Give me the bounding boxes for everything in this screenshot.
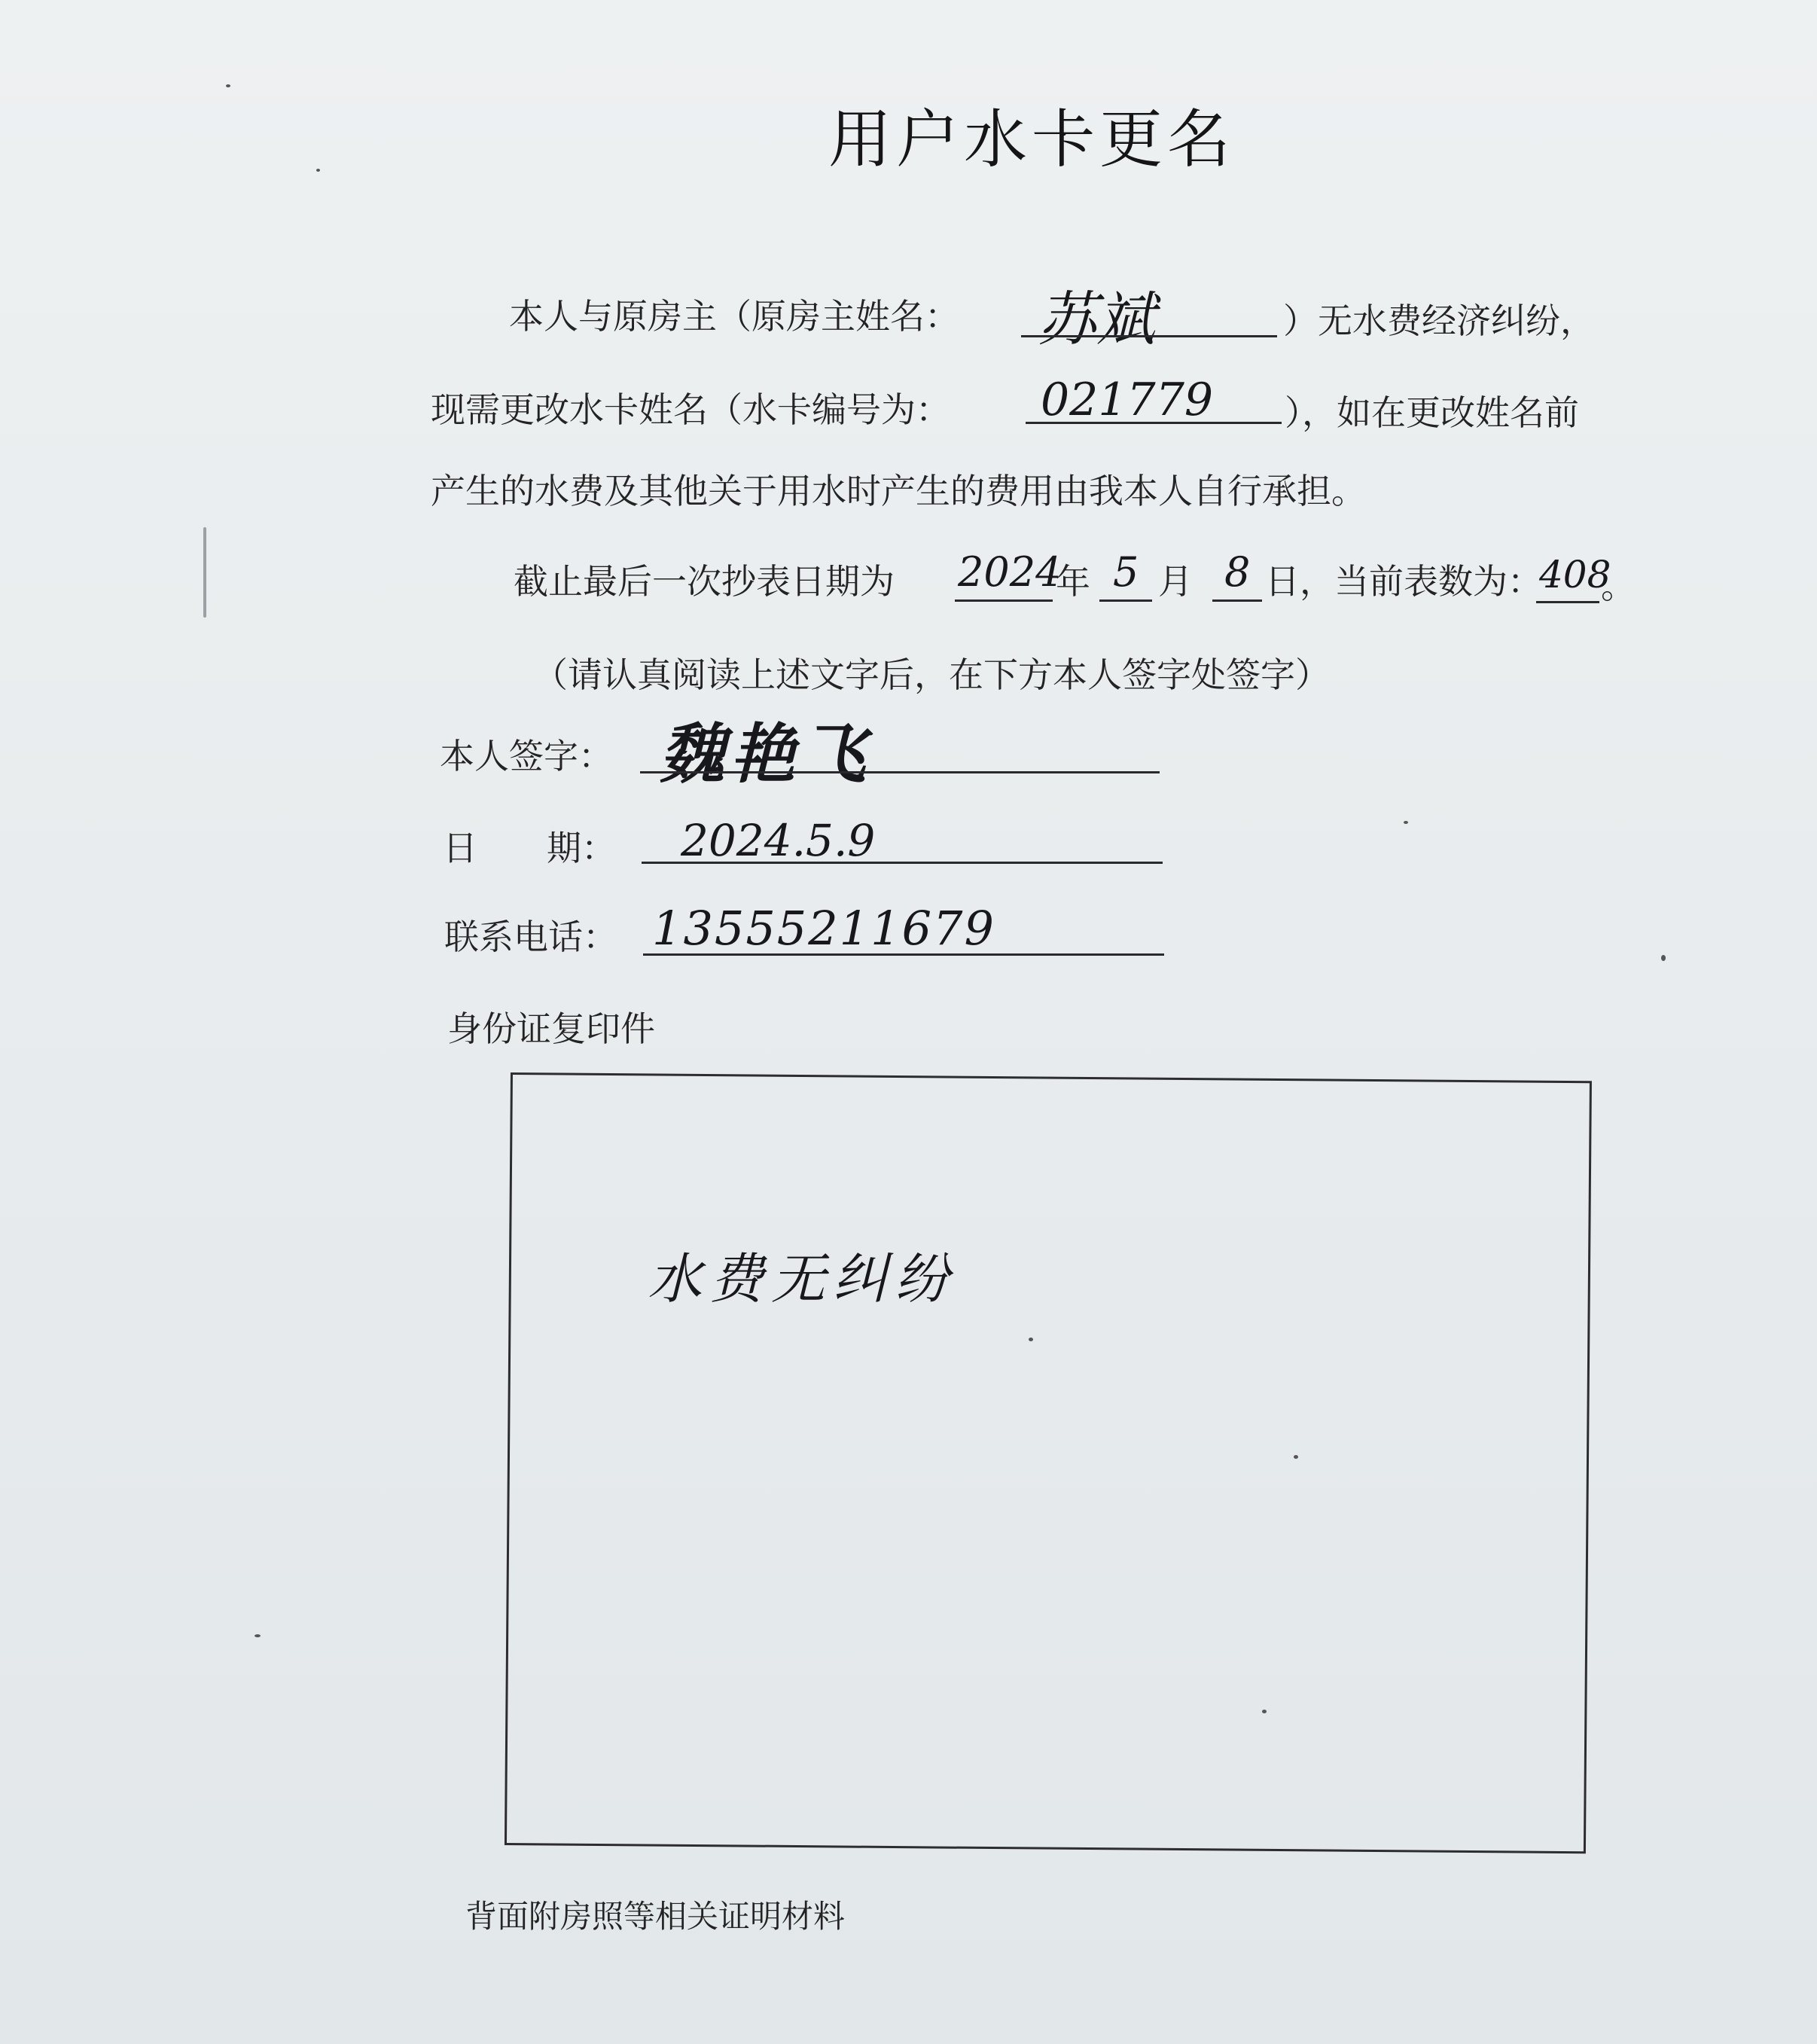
date-underline bbox=[642, 862, 1163, 864]
scan-speck bbox=[1262, 1710, 1267, 1713]
scan-speck bbox=[203, 527, 206, 618]
date-label: 日 期： bbox=[443, 828, 616, 868]
scan-speck bbox=[255, 1634, 261, 1637]
para3: 产生的水费及其他关于用水时产生的费用由我本人自行承担。 bbox=[431, 471, 1366, 511]
phone-underline bbox=[643, 953, 1164, 956]
para4-prefix: 截止最后一次抄表日期为 bbox=[514, 561, 895, 602]
scan-speck bbox=[226, 84, 230, 87]
para1-suffix: ）无水费经济纠纷， bbox=[1283, 300, 1595, 341]
signature-value: 魏艳飞 bbox=[660, 716, 872, 792]
month-underline bbox=[1099, 599, 1152, 602]
scan-speck bbox=[1404, 821, 1408, 824]
id-copy-box bbox=[505, 1072, 1592, 1853]
signature-underline bbox=[640, 771, 1160, 773]
id-copy-label: 身份证复印件 bbox=[447, 1008, 655, 1049]
footer-note: 背面附房照等相关证明材料 bbox=[465, 1898, 846, 1935]
card-number: 021779 bbox=[1041, 374, 1214, 426]
year-underline bbox=[955, 599, 1053, 602]
meter-reading-underline bbox=[1536, 601, 1599, 603]
card-number-underline bbox=[1026, 422, 1282, 424]
day-underline bbox=[1212, 599, 1262, 602]
reading-year: 2024 bbox=[958, 548, 1062, 596]
scan-speck bbox=[316, 169, 320, 172]
year-label: 年 bbox=[1056, 561, 1090, 602]
day-label: 日，当前表数为： bbox=[1265, 561, 1542, 602]
para2-prefix: 现需更改水卡姓名（水卡编号为： bbox=[431, 389, 950, 430]
signature-label: 本人签字： bbox=[440, 736, 613, 776]
signing-instruction: （请认真阅读上述文字后，在下方本人签字处签字） bbox=[533, 654, 1330, 695]
owner-name-underline bbox=[1021, 335, 1277, 337]
date-value: 2024.5.9 bbox=[681, 815, 876, 866]
document-title: 用户水卡更名 bbox=[828, 102, 1236, 176]
scan-speck bbox=[1029, 1338, 1033, 1341]
para1-prefix: 本人与原房主（原房主姓名： bbox=[509, 296, 959, 337]
id-box-note: 水费无纠纷 bbox=[648, 1247, 957, 1310]
month-label: 月 bbox=[1158, 561, 1193, 602]
reading-day: 8 bbox=[1224, 548, 1251, 596]
scan-speck bbox=[1294, 1455, 1298, 1459]
para4-end: 。 bbox=[1601, 566, 1636, 606]
scan-speck bbox=[1661, 955, 1666, 961]
phone-value: 13555211679 bbox=[652, 901, 995, 956]
reading-month: 5 bbox=[1113, 548, 1139, 596]
meter-reading: 408 bbox=[1539, 553, 1611, 596]
para2-suffix: ），如在更改姓名前 bbox=[1285, 392, 1579, 433]
phone-label: 联系电话： bbox=[444, 917, 617, 957]
original-owner-name: 苏斌 bbox=[1038, 286, 1156, 354]
